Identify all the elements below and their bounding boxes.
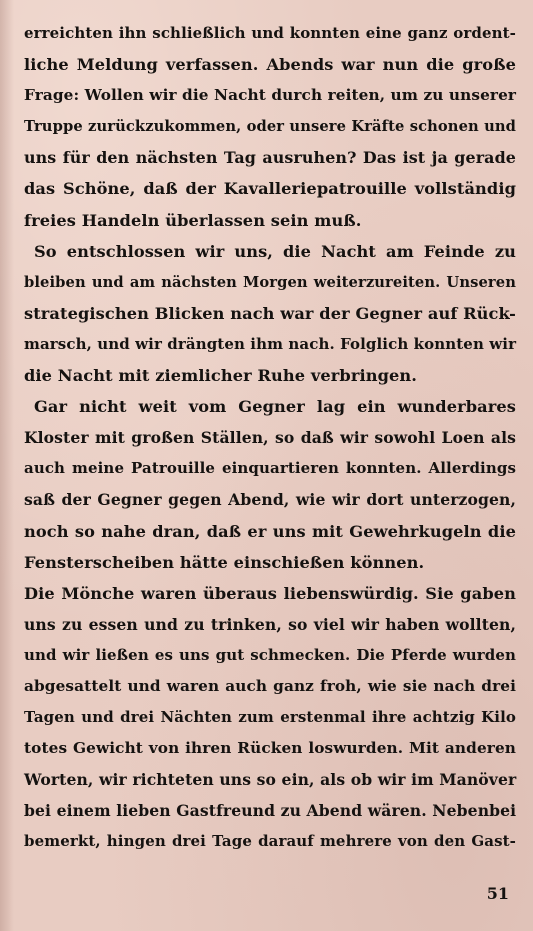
- text-line: liche Meldung verfassen. Abends war nun die große: [24, 55, 516, 75]
- text-line: Gar nicht weit vom Gegner lag ein wunderbares: [34, 397, 516, 417]
- text-line: Truppe zurückzukommen, oder unsere Kräfte schonen und: [24, 118, 516, 136]
- text-line: freies Handeln überlassen sein muß.: [24, 210, 362, 230]
- page-number: 51: [486, 884, 509, 903]
- text-line: saß der Gegner gegen Abend, wie wir dort unterzogen,: [24, 490, 516, 510]
- text-line: bleiben und am nächsten Morgen weiterzureiten. Unseren: [24, 273, 516, 291]
- text-line: bei einem lieben Gastfreund zu Abend wären. Nebenbei: [24, 801, 517, 821]
- text-line: strategischen Blicken nach war der Gegner auf Rück-: [24, 303, 516, 323]
- text-line: Tagen und drei Nächten zum erstenmal ihre achtzig Kilo: [24, 708, 516, 727]
- text-line: die Nacht mit ziemlicher Ruhe verbringen.: [24, 366, 418, 386]
- text-line: abgesattelt und waren auch ganz froh, wie sie nach drei: [24, 676, 516, 695]
- text-line: auch meine Patrouille einquartieren konnten. Allerdings: [24, 459, 516, 478]
- body-text: [24, 18, 516, 858]
- text-line: Fensterscheiben hätte einschießen können.: [24, 552, 425, 572]
- text-line: So entschlossen wir uns, die Nacht am Feinde zu: [34, 241, 516, 261]
- text-line: Die Mönche waren überaus liebenswürdig. Sie gaben: [24, 583, 516, 603]
- text-line: Worten, wir richteten uns so ein, als ob wir im Manöver: [24, 770, 517, 790]
- text-line: Frage: Wollen wir die Nacht durch reiten, um zu unserer: [24, 86, 517, 105]
- text-line: noch so nahe dran, daß er uns mit Gewehrkugeln die: [24, 521, 516, 541]
- page-spine-shadow: [0, 0, 14, 931]
- text-line: uns für den nächsten Tag ausruhen? Das ist ja gerade: [24, 148, 516, 168]
- text-line: Kloster mit großen Ställen, so daß wir sowohl Loen als: [24, 428, 516, 448]
- text-line: das Schöne, daß der Kavalleriepatrouille vollständig: [24, 179, 516, 199]
- text-line: totes Gewicht von ihren Rücken loswurden. Mit anderen: [24, 739, 516, 758]
- text-line: erreichten ihn schließlich und konnten eine ganz ordent-: [24, 24, 516, 42]
- text-line: bemerkt, hingen drei Tage darauf mehrere von den Gast-: [24, 832, 516, 851]
- text-line: marsch, und wir drängten ihm nach. Folglich konnten wir: [24, 334, 517, 353]
- text-line: und wir ließen es uns gut schmecken. Die Pferde wurden: [24, 645, 516, 664]
- text-line: uns zu essen und zu trinken, so viel wir haben wollten,: [24, 614, 516, 634]
